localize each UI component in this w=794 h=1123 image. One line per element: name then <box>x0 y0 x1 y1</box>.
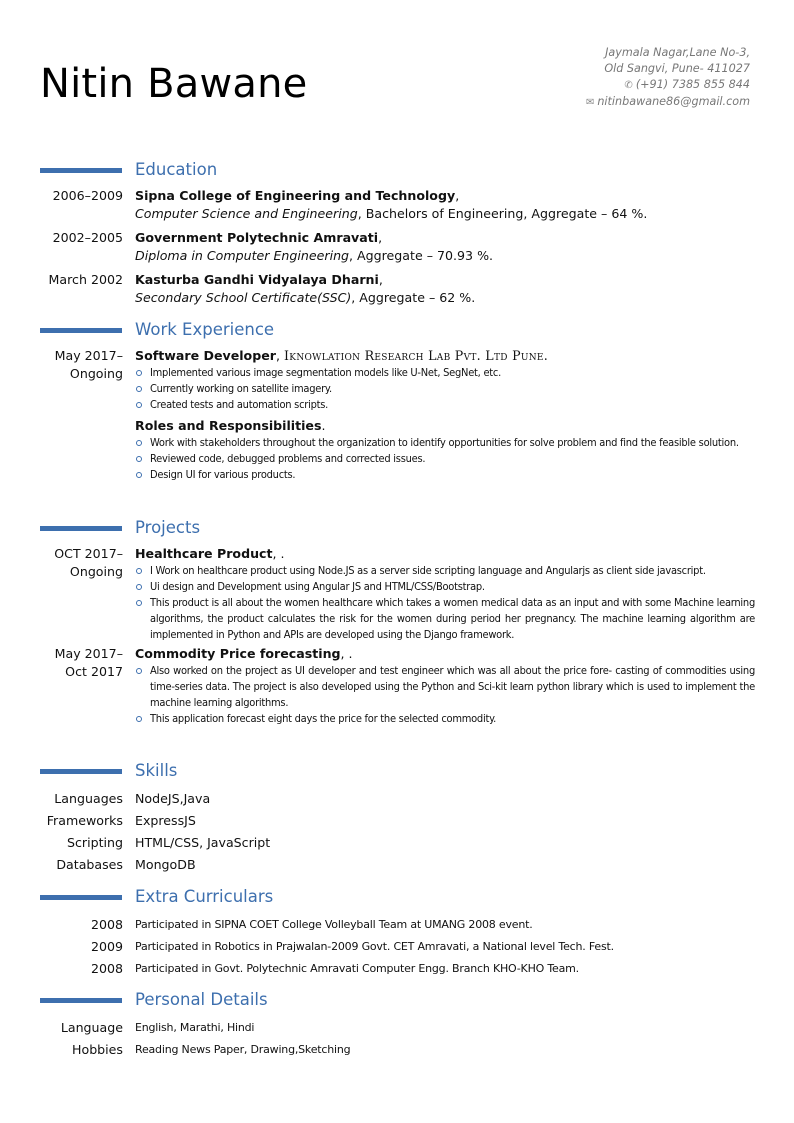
activity-year: 2009 <box>90 939 123 954</box>
personal-row <box>0 1039 794 1061</box>
punct: , <box>378 230 383 245</box>
job-role: Software Developer <box>135 348 276 363</box>
list-item: Also worked on the project as UI developer and test engineer which was all about the price fore- casting of commodities using time-series data. The project is also developed using the Python and Sci-kit learn python library which is used to implement the machine learning algorithms. <box>135 663 755 711</box>
personal-label: Hobbies <box>72 1042 123 1057</box>
job-entry <box>0 347 794 483</box>
section-title: Projects <box>135 518 201 537</box>
activity-row <box>0 958 794 980</box>
work-section <box>0 319 794 483</box>
punct: , . <box>340 646 353 661</box>
skill-label: Frameworks <box>46 813 123 828</box>
date-end: Ongoing <box>69 564 123 579</box>
list-item: Created tests and automation scripts. <box>135 397 755 413</box>
skill-value: NodeJS,Java <box>135 791 211 806</box>
section-rule <box>40 769 122 774</box>
project-name: Healthcare Product <box>135 546 273 561</box>
entry-dates: March 2002 <box>48 272 123 287</box>
skills-section <box>0 760 794 876</box>
date-start: OCT 2017– <box>54 546 123 561</box>
date-start: May 2017– <box>54 348 123 363</box>
punct: , . <box>272 546 285 561</box>
punct: . <box>321 418 326 433</box>
section-title: Extra Curriculars <box>135 887 274 906</box>
section-rule <box>40 895 122 900</box>
personal-label: Language <box>60 1020 123 1035</box>
project-bullets <box>135 663 755 727</box>
list-item: Reviewed code, debugged problems and corrected issues. <box>135 451 755 467</box>
section-rule <box>40 328 122 333</box>
entry-dates: 2006–2009 <box>52 188 123 203</box>
personal-row <box>0 1017 794 1039</box>
education-entry <box>0 229 794 265</box>
school-name: Kasturba Gandhi Vidyalaya Dharni <box>135 272 379 287</box>
phone-icon: ✆ <box>624 80 633 91</box>
punct: , <box>275 348 280 363</box>
list-item: This product is all about the women healthcare which takes a women medical data as an input and with some Machine learning algorithms, the product calculates the risk for the women during period her pregnancy. The machine learning algorithm are implemented in Python and APIs are developed using the Django framework. <box>135 595 755 643</box>
degree-detail: , Bachelors of Engineering, Aggregate – 64 %. <box>357 206 648 221</box>
section-title: Skills <box>135 761 178 780</box>
job-dates <box>0 347 123 383</box>
activity-row <box>0 936 794 958</box>
education-entry <box>0 187 794 223</box>
section-rule <box>40 168 122 173</box>
skill-row <box>0 788 794 810</box>
education-section <box>0 159 794 307</box>
skill-label: Languages <box>54 791 123 806</box>
skill-value: MongoDB <box>135 857 196 872</box>
section-title: Education <box>135 160 218 179</box>
section-rule <box>40 526 122 531</box>
phone-number: (+91) 7385 855 844 <box>635 78 750 91</box>
skill-label: Databases <box>56 857 123 872</box>
personal-value: Reading News Paper, Drawing,Sketching <box>135 1043 351 1056</box>
project-dates <box>0 545 123 581</box>
date-start: May 2017– <box>54 646 123 661</box>
date-end: Oct 2017 <box>65 664 123 679</box>
activity-text: Participated in Robotics in Prajwalan-2009 Govt. CET Amravati, a National level Tech. Fest. <box>135 940 614 953</box>
education-entry <box>0 271 794 307</box>
list-item: Implemented various image segmentation models like U-Net, SegNet, etc. <box>135 365 755 381</box>
project-dates <box>0 645 123 681</box>
school-name: Sipna College of Engineering and Technology <box>135 188 456 203</box>
projects-section <box>0 517 794 727</box>
address-line-2: Old Sangvi, Pune- 411027 <box>604 62 750 75</box>
roles-bullets <box>135 435 755 483</box>
skill-row <box>0 854 794 876</box>
activity-year: 2008 <box>90 961 123 976</box>
degree: Computer Science and Engineering <box>135 206 358 221</box>
skill-row <box>0 832 794 854</box>
project-entry <box>0 545 794 643</box>
job-bullets <box>135 365 755 413</box>
personal-details-section <box>0 989 794 1061</box>
degree-detail: , Aggregate – 70.93 %. <box>349 248 494 263</box>
roles-heading: Roles and Responsibilities <box>135 418 322 433</box>
skill-label: Scripting <box>66 835 123 850</box>
list-item: I Work on healthcare product using Node.JS as a server side scripting language and Angularjs as client side javascript. <box>135 563 755 579</box>
degree-detail: , Aggregate – 62 %. <box>351 290 476 305</box>
activity-year: 2008 <box>90 917 123 932</box>
email-line[interactable] <box>586 94 750 111</box>
section-title: Personal Details <box>135 990 268 1009</box>
section-title: Work Experience <box>135 320 275 339</box>
list-item: Design UI for various products. <box>135 467 755 483</box>
extra-curriculars-section <box>0 886 794 980</box>
activity-text: Participated in SIPNA COET College Volleyball Team at UMANG 2008 event. <box>135 918 533 931</box>
address-line-1: Jaymala Nagar,Lane No-3, <box>605 46 750 59</box>
activity-row <box>0 914 794 936</box>
candidate-name: Nitin Bawane <box>40 61 308 107</box>
project-entry <box>0 645 794 727</box>
degree: Diploma in Computer Engineering <box>135 248 350 263</box>
project-bullets <box>135 563 755 643</box>
personal-value: English, Marathi, Hindi <box>135 1021 255 1034</box>
section-rule <box>40 998 122 1003</box>
date-end: Ongoing <box>69 366 123 381</box>
skill-row <box>0 810 794 832</box>
contact-block <box>586 45 750 111</box>
list-item: Currently working on satellite imagery. <box>135 381 755 397</box>
list-item: This application forecast eight days the price for the selected commodity. <box>135 711 755 727</box>
degree: Secondary School Certificate(SSC) <box>135 290 352 305</box>
skill-value: ExpressJS <box>135 813 196 828</box>
list-item: Work with stakeholders throughout the organization to identify opportunities for solve problem and find the feasible solution. <box>135 435 755 451</box>
punct: , <box>378 272 383 287</box>
activity-text: Participated in Govt. Polytechnic Amravati Computer Engg. Branch KHO-KHO Team. <box>135 962 579 975</box>
project-name: Commodity Price forecasting <box>135 646 341 661</box>
school-name: Government Polytechnic Amravati <box>135 230 379 245</box>
entry-dates: 2002–2005 <box>52 230 123 245</box>
punct: , <box>455 188 460 203</box>
list-item: Ui design and Development using Angular JS and HTML/CSS/Bootstrap. <box>135 579 755 595</box>
email-icon: ✉ <box>585 97 595 108</box>
phone-line <box>586 77 750 94</box>
email-link[interactable]: nitinbawane86@gmail.com <box>597 95 750 108</box>
company-name: Iknowlation Research Lab Pvt. Ltd Pune. <box>284 348 549 363</box>
skill-value: HTML/CSS, JavaScript <box>135 835 271 850</box>
